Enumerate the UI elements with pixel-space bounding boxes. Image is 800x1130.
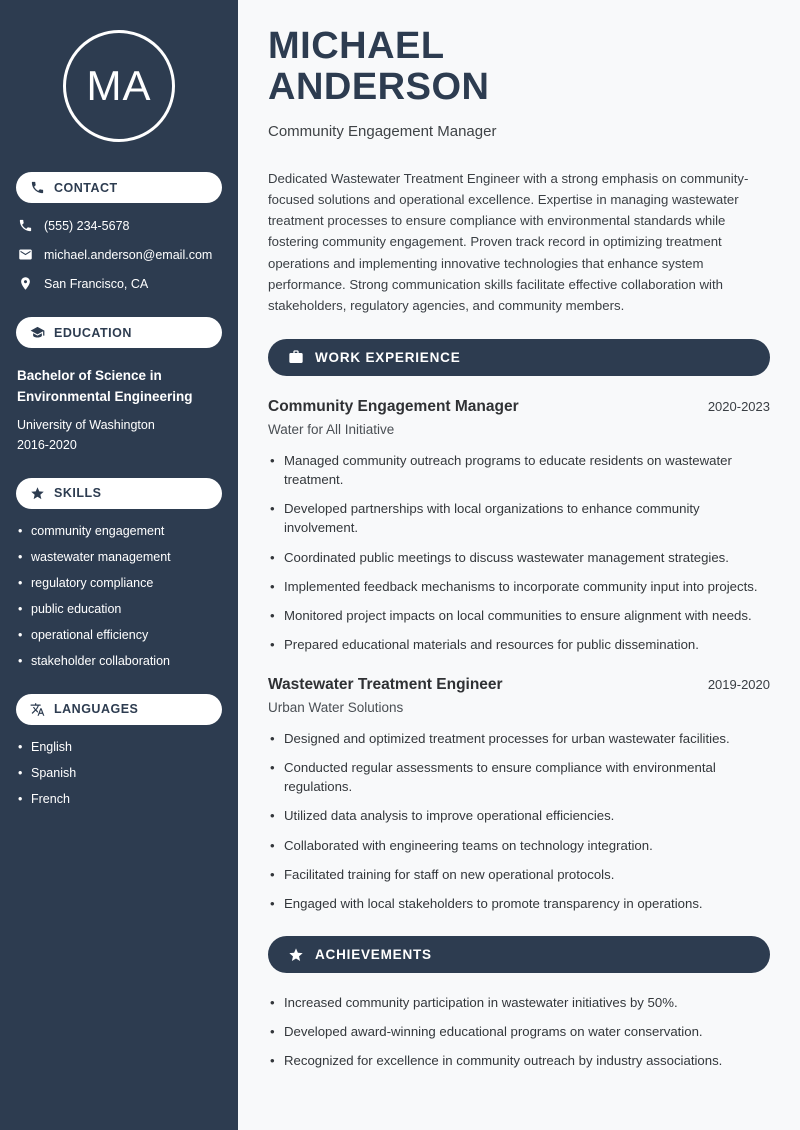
job-dates: 2019-2020 [707,677,770,693]
sidebar [0,0,238,1130]
job-bullet: • Engaged with local stakeholders to promote transparency in operations. [268,894,770,913]
work-experience-banner [268,339,770,376]
job-company: Water for All Initiative [268,421,395,437]
contact-phone-row [18,218,220,233]
page-title [268,26,770,108]
skill-item: • wastewater management [17,550,221,564]
contact-section-header [16,172,222,203]
contact-email: michael.anderson@email.com [44,247,213,262]
skills-header-label: SKILLS [54,486,102,501]
education-degree: Bachelor of Science in Environmental Engineering [17,368,193,404]
job-dates: 2020-2023 [707,398,770,414]
job-company: Urban Water Solutions [268,700,404,716]
job-bullet: • Collaborated with engineering teams on technology integration. [268,836,770,855]
translate-icon [30,702,45,717]
skill-item: • stakeholder collaboration [17,654,221,668]
contact-email-row [18,247,220,262]
achievement-bullet: • Recognized for excellence in community outreach by industry associations. [268,1051,770,1070]
job-header [268,676,770,694]
phone-icon [30,180,45,195]
achievement-bullet: • Developed award-winning educational programs on water conservation. [268,1022,770,1041]
job-bullet: • Conducted regular assessments to ensure compliance with environmental regulations. [268,758,770,796]
education-header-label: EDUCATION [54,325,132,340]
skill-item: • community engagement [17,524,221,538]
job-entry [268,676,770,913]
mail-icon [18,247,33,262]
achievements-banner [268,936,770,973]
skills-list [17,524,221,668]
job-title: Wastewater Treatment Engineer [268,676,503,694]
job-bullet: • Implemented feedback mechanisms to incorporate community input into projects. [268,577,770,596]
languages-section-header [16,694,222,725]
contact-location: San Francisco, CA [44,276,149,291]
language-item: • English [17,740,221,754]
languages-list [17,740,221,806]
language-item: • French [17,792,221,806]
avatar [63,30,175,142]
achievements-list [268,993,770,1070]
job-bullet: • Utilized data analysis to improve operational efficiencies. [268,806,770,825]
job-bullet: • Monitored project impacts on local communities to ensure alignment with needs. [268,606,770,625]
education-school: University of Washington [17,417,155,432]
summary-paragraph: Dedicated Wastewater Treatment Engineer with a strong emphasis on community-focused solutions and operational excellence. Expertise in managing wastewater treatment processes to ensure compliance with environmental standards while fostering community engagement. Proven track record in optimizing treatment operations and implementing innovative technologies that enhance system performance. Strong communication skills facilitate effective collaboration with stakeholders, regulatory agencies, and community members. [268,171,749,313]
skill-item: • public education [17,602,221,616]
contact-location-row [18,276,220,291]
job-bullet-list [268,729,770,913]
main-content [238,0,800,1130]
location-pin-icon [18,276,33,291]
education-section-header [16,317,222,348]
skill-item: • operational efficiency [17,628,221,642]
job-bullet: • Designed and optimized treatment processes for urban wastewater facilities. [268,729,770,748]
job-header [268,398,770,416]
job-bullet: • Prepared educational materials and resources for public dissemination. [268,635,770,654]
achievement-bullet: • Increased community participation in wastewater initiatives by 50%. [268,993,770,1012]
briefcase-icon [288,349,304,365]
contact-phone: (555) 234-5678 [44,218,130,233]
job-bullet: • Developed partnerships with local organizations to enhance community involvement. [268,499,770,537]
name-last: ANDERSON [268,66,490,109]
achievements-header-label: ACHIEVEMENTS [315,947,432,963]
phone-icon [18,218,33,233]
languages-header-label: LANGUAGES [54,702,139,717]
job-bullet: • Coordinated public meetings to discuss wastewater management strategies. [268,548,770,567]
job-title: Community Engagement Manager [268,397,519,415]
skill-item: • regulatory compliance [17,576,221,590]
skills-section-header [16,478,222,509]
contact-header-label: CONTACT [54,180,118,195]
name-first: MICHAEL [268,25,445,67]
star-icon [288,947,304,963]
job-bullet-list [268,451,770,654]
work-experience-header-label: WORK EXPERIENCE [315,349,461,365]
language-item: • Spanish [17,766,221,780]
job-bullet: • Managed community outreach programs to educate residents on wastewater treatment. [268,451,770,489]
job-entry [268,398,770,654]
job-bullet: • Facilitated training for staff on new operational protocols. [268,865,770,884]
graduation-cap-icon [30,325,45,340]
role-subtitle: Community Engagement Manager [268,123,497,141]
star-icon [30,486,45,501]
avatar-initials: MA [86,62,152,109]
education-years: 2016-2020 [17,437,77,452]
